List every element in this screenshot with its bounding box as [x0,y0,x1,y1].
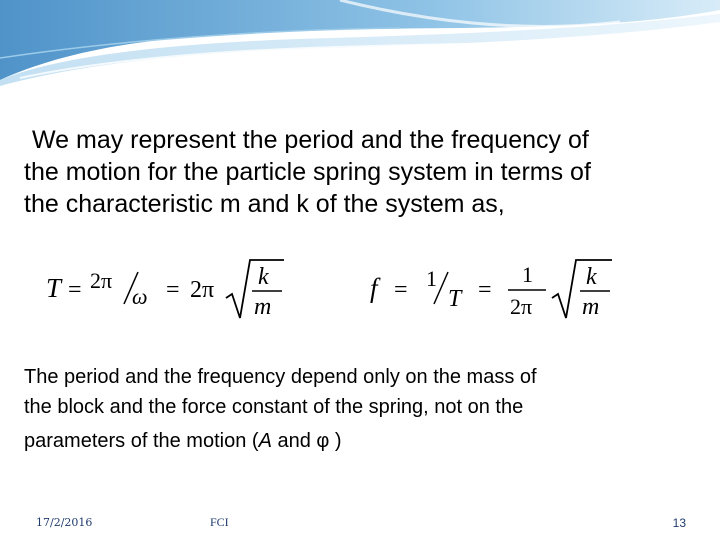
footer-center-text: FCI [210,515,229,529]
formula-k: k [586,264,597,290]
intro-paragraph [24,124,674,220]
body-line-3-and: and [271,430,317,452]
formula-T: T [448,286,462,312]
footer-date: 17/2/2016 [36,516,93,529]
body-line-1: The period and the frequency depend only on the mass of [24,366,537,388]
formula-equals: = [68,277,82,303]
body-line-3 [24,426,664,456]
formula-one-2: 1 [522,262,533,287]
formula-m: m [582,294,600,320]
formula-m: m [254,294,272,320]
formula-equals-2: = [478,277,492,303]
phase-symbol: φ [316,430,330,452]
formula-equals-2: = [166,277,180,303]
body-line-2: the block and the force constant of the spring, not on the [24,396,524,418]
formula-T: T [46,273,62,303]
body-line-3-text: parameters of the motion ( [24,430,259,452]
intro-line-3: the characteristic m and k of the system as, [24,190,505,218]
intro-line-2: the motion for the particle spring system in terms of [24,158,591,186]
formula-equals: = [394,277,408,303]
amplitude-symbol: A [258,430,272,452]
formula-omega: ω [132,284,148,309]
period-formula [44,252,294,324]
formula-k: k [258,264,269,290]
intro-line-1: We may represent the period and the frequency of [32,126,589,154]
formula-f: f [370,273,378,303]
formula-two-pi: 2π [510,294,533,319]
body-line-3-close: ) [329,430,342,452]
formula-one: 1 [426,266,437,291]
header-decoration [0,0,720,90]
body-paragraph [24,362,664,456]
page-number: 13 [672,516,686,530]
formula-two-pi: 2π [90,268,113,293]
formula-two-pi-2: 2π [190,277,215,303]
frequency-formula [368,252,618,324]
